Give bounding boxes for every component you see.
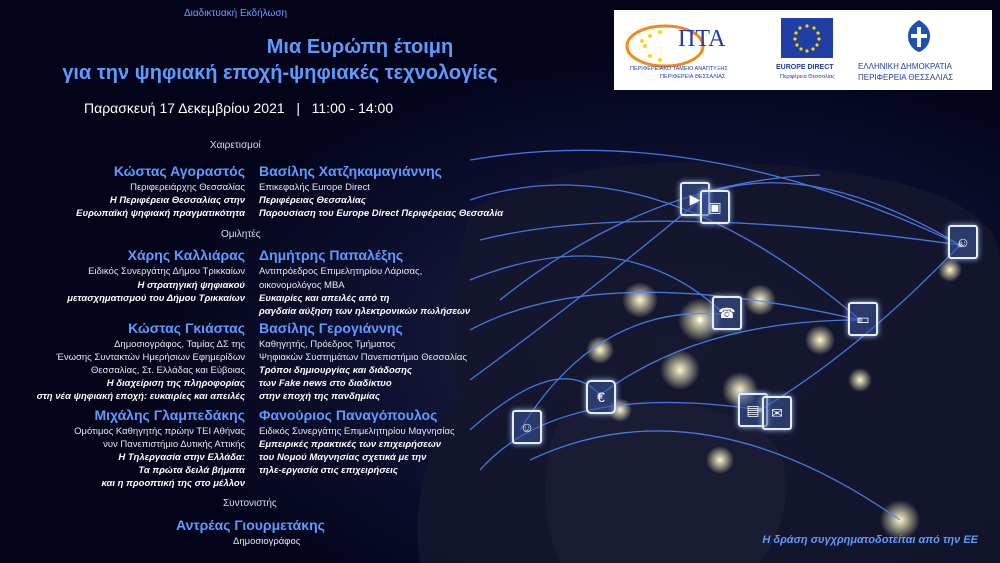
greece-line2: ΠΕΡΙΦΕΡΕΙΑ ΘΕΣΣΑΛΙΑΣ: [858, 73, 954, 82]
speaker-4-topic3: στην εποχή της πανδημίας: [259, 391, 380, 402]
speaker-4-role1: Καθηγητής, Πρόεδρος Τμήματος: [259, 339, 396, 350]
speaker-4-topic2: των Fake news στο διαδίκτυο: [259, 378, 392, 389]
phone-icon: ☎: [712, 296, 742, 330]
speaker-2-topic1: Ευκαιρίες και απειλές από τη: [259, 293, 390, 304]
greeting-right-topic1: Περιφέρειας Θεσσαλίας: [259, 195, 366, 206]
europe-direct-sub: Περιφέρεια Θεσσαλίας: [780, 74, 835, 80]
eu-flag-icon: [781, 18, 833, 58]
date-time: Παρασκευή 17 Δεκεμβρίου 2021 | 11:00 - 14:00: [84, 100, 394, 116]
pta-text: ΠΤΑ: [678, 26, 726, 52]
speaker-5-topic2: Τα πρώτα δειλά βήματα: [138, 465, 245, 476]
user-icon: ☺: [948, 225, 978, 259]
user-icon: ☺: [512, 410, 542, 444]
speaker-4-name: Βασίλης Γερογιάννης: [259, 320, 403, 336]
greek-emblem-icon: [904, 18, 934, 54]
greeting-right-role: Επικεφαλής Europe Direct: [259, 182, 370, 193]
europe-direct-logo: [772, 16, 842, 86]
greeting-left-name: Κώστας Αγοραστός: [113, 163, 245, 179]
speaker-2-role1: Αντιπρόεδρος Επιμελητηρίου Λάρισας,: [259, 266, 423, 277]
section-speakers: Ομιλητές: [221, 229, 261, 240]
speaker-4-topic1: Τρόποι δημιουργίας και διάδοσης: [259, 365, 412, 376]
speaker-6-topic1: Εμπειρικές πρακτικές των επιχειρήσεων: [259, 439, 442, 450]
speaker-3-topic1: Η διαχείριση της πληροφορίας: [106, 378, 245, 389]
pta-sub2: ΠΕΡΙΦΕΡΕΙΑ ΘΕΣΣΑΛΙΑΣ: [660, 74, 726, 80]
speaker-2-role2: οικονομολόγος MBA: [259, 280, 345, 291]
tablet-icon: ▶: [680, 182, 710, 216]
greeting-left-role: Περιφερειάρχης Θεσσαλίας: [130, 182, 245, 193]
speaker-6-topic3: τηλε-εργασία στις επιχειρήσεις: [259, 465, 398, 476]
greek-region-logo: [852, 16, 986, 86]
europe-direct-title: EUROPE DIRECT: [776, 64, 834, 71]
speaker-3-role3: Θεσσαλίας, Στ. Ελλάδας και Εύβοιας: [90, 365, 245, 376]
speaker-2-name: Δημήτρης Παπαλέξης: [259, 247, 404, 263]
speaker-5-name: Μιχάλης Γλαμπεδάκης: [94, 407, 245, 423]
greeting-right-name: Βασίλης Χατζηκαμαγιάννης: [259, 163, 442, 179]
speaker-6-name: Φανούριος Παναγόπουλος: [259, 407, 438, 423]
partner-logos-panel: [614, 10, 992, 90]
section-moderator: Συντονιστής: [223, 498, 277, 509]
speaker-1-topic2: μετασχηματισμού του Δήμου Τρικκαίων: [67, 293, 245, 304]
speaker-5-topic3: και η προοπτική της στο μέλλον: [101, 478, 245, 489]
euro-icon: €: [586, 380, 616, 414]
title-line2: για την ψηφιακή εποχή-ψηφιακές τεχνολογίες: [62, 62, 498, 84]
speaker-3-topic2: στη νέα ψηφιακή εποχή: ευκαιρίες και απειλές: [36, 391, 245, 402]
greeting-left-topic1: Η Περιφέρεια Θεσσαλίας στην: [109, 195, 245, 206]
speaker-2-topic2: ραγδαία αύξηση των ηλεκτρονικών πωλήσεων: [259, 306, 471, 317]
mail-icon: ✉: [762, 396, 792, 430]
monitor-icon: ▣: [700, 190, 730, 224]
speaker-6-role: Ειδικός Συνεργάτης Επιμελητηρίου Μαγνησίας: [259, 426, 455, 437]
speaker-5-role2: νυν Πανεπιστήμιο Δυτικής Αττικής: [103, 439, 245, 450]
event-type: Διαδικτυακή Εκδήλωση: [184, 8, 288, 19]
title-line1: Μια Ευρώπη έτοιμη: [266, 36, 454, 58]
pta-sub1: ΠΕΡΙΦΕΡΕΙΑΚΟ ΤΑΜΕΙΟ ΑΝΑΠΤΥΞΗΣ: [630, 66, 728, 72]
tablet-icon: ▤: [738, 393, 768, 427]
speaker-4-role2: Ψηφιακών Συστημάτων Πανεπιστήμιο Θεσσαλίας: [259, 352, 467, 363]
speaker-5-topic1: Η Τηλεργασία στην Ελλάδα:: [118, 452, 245, 463]
funding-note: Η δράση συγχρηματοδοτείται από την ΕΕ: [762, 534, 978, 546]
speaker-3-role2: Ένωσης Συντακτών Ημερήσιων Εφημερίδων: [56, 352, 245, 363]
moderator-name: Αντρέας Γιουρμετάκης: [176, 517, 325, 533]
greeting-right-topic2: Παρουσίαση του Europe Direct Περιφέρειας Θεσσαλία: [259, 208, 504, 219]
speaker-1-role: Ειδικός Συνεργάτης Δήμου Τρικκαίων: [88, 266, 245, 277]
speaker-1-name: Χάρης Καλλιάρας: [127, 247, 245, 263]
monitor-icon: ▭: [848, 302, 878, 336]
moderator-role: Δημοσιογράφος: [233, 536, 301, 547]
speaker-1-topic1: Η στρατηγική ψηφιακού: [137, 280, 245, 291]
speaker-3-role1: Δημοσιογράφος, Ταμίας ΔΣ της: [114, 339, 245, 350]
pta-logo: [620, 16, 760, 86]
speaker-6-topic2: του Νομού Μαγνησίας σχετικά με την: [259, 452, 427, 463]
greece-line1: ΕΛΛΗΝΙΚΗ ΔΗΜΟΚΡΑΤΙΑ: [858, 62, 952, 71]
greeting-left-topic2: Ευρωπαϊκή ψηφιακή πραγματικότητα: [76, 208, 245, 219]
speaker-5-role1: Ομότιμος Καθηγητής πρώην ΤΕΙ Αθήνας: [74, 426, 245, 437]
section-greetings: Χαιρετισμοί: [210, 140, 261, 151]
speaker-3-name: Κώστας Γκιάστας: [128, 320, 245, 336]
